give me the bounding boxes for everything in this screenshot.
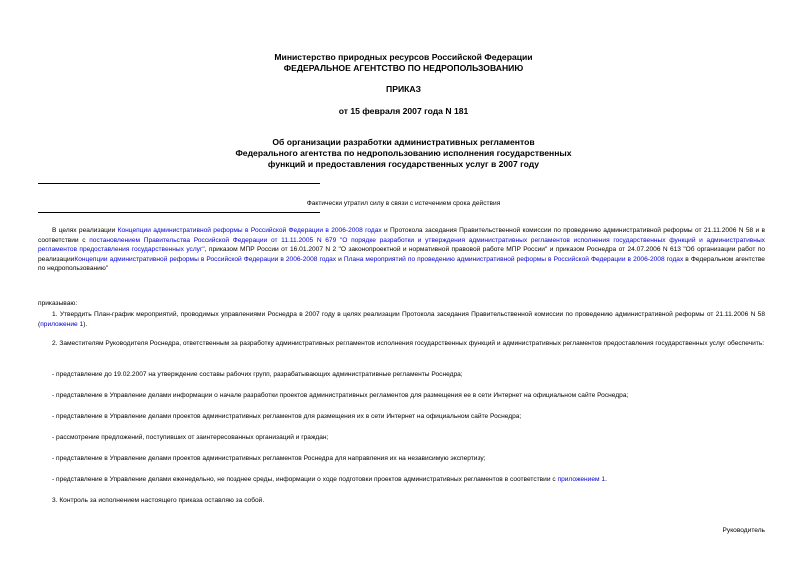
ministry-name: Министерство природных ресурсов Российской Федерации [274,52,533,62]
list-item: - представление в Управление делами проектов административных регламентов для размещения их в сети Интернет на официальном сайте Роснедра; [52,413,522,420]
link-reform-concept-2[interactable]: Концепции административной реформы в Российской Федерации в 2006-2008 годах [74,255,337,263]
link-reform-concept[interactable]: Концепции административной реформы в Российской Федерации в 2006-2008 годах [117,227,382,234]
list-item: - представление в Управление делами проектов административных регламентов Роснедра для направления их на независимую экспертизу; [52,455,486,462]
list-item: - представление до 19.02.2007 на утверждение составы рабочих групп, разрабатывающих административные регламенты Роснедра; [52,371,463,378]
signature: Руководитель [722,527,765,534]
paragraph-1-text: 1. Утвердить План-график мероприятий, проводимых управлениями Роснедра в 2007 году в целях реализации Протокола заседания Правительственной комиссии по проведению административной реформы от 21.11.2006 N 58 ( [38,311,765,328]
list-item: - представление в Управление делами информации о начале разработки проектов административных регламентов для размещения ее в сети Интернет на официальном сайте Роснедра; [52,392,629,399]
preamble-text-5: в Федеральном агентстве по недропользованию" [38,255,765,272]
preamble [38,226,765,274]
list-item: - рассмотрение предложений, поступивших от заинтересованных организаций и граждан; [52,434,329,441]
doc-date: от 15 февраля 2007 года N 181 [338,106,469,116]
link-appendix-1-second[interactable]: приложением 1 [557,476,606,483]
divider-bottom [38,212,320,213]
link-appendix-1[interactable]: приложение 1 [40,320,84,328]
link-reform-plan[interactable]: Плана мероприятий по проведению административной реформы в Российской Федерации в 2006-2008 годах [343,255,684,263]
doc-title-line-2: Федерального агентства по недропользованию исполнения государственных [235,148,572,158]
paragraph-1 [38,310,765,329]
agency-name: ФЕДЕРАЛЬНОЕ АГЕНТСТВО ПО НЕДРОПОЛЬЗОВАНИЮ [283,63,524,73]
divider-top [38,183,320,184]
list-item-last [52,475,765,484]
preamble-text-4: и [336,255,344,263]
doc-type: ПРИКАЗ [386,84,421,94]
order-word: приказываю: [38,300,78,307]
preamble-text-1: В целях реализации [52,227,118,234]
status-note: Фактически утратил силу в связи с истечением срока действия [306,200,501,207]
list-item-text: - представление в Управление делами еженедельно, не позднее среды, информации о ходе подготовки проектов административных регламентов в соответствии с [52,476,558,483]
doc-title-line-3: функций и предоставления государственных услуг в 2007 году [267,159,540,169]
preamble-text-2: и Протокола заседания Правительственной комиссии по проведению административной реформы от 21.11.2006 N 58 и в соответствии с [38,227,766,244]
doc-title-line-1: Об организации разработки административных регламентов [272,137,535,147]
link-government-decree-679[interactable]: постановлением Правительства Российской Федерации от 11.11.2005 N 679 "О порядке разработки и утверждения административных регламентов исполнения государственных функций и административных регламентов предоставления государственных услуг" [38,236,765,253]
paragraph-1-end: ). [83,320,88,328]
list-item-end: . [605,476,607,483]
paragraph-2: 2. Заместителям Руководителя Роснедра, ответственным за разработку административных регламентов исполнения государственных функций и административных регламентов предоставления государственных услуг обеспечить: [52,340,765,347]
preamble-text-3: , приказом МПР России от 16.01.2007 N 2 "О законопроектной и нормативной правовой работе МПР России" и приказом Роснедра от 24.07.2006 N 613 "Об организации работ по реализации [38,246,765,263]
paragraph-3: 3. Контроль за исполнением настоящего приказа оставляю за собой. [52,497,265,504]
